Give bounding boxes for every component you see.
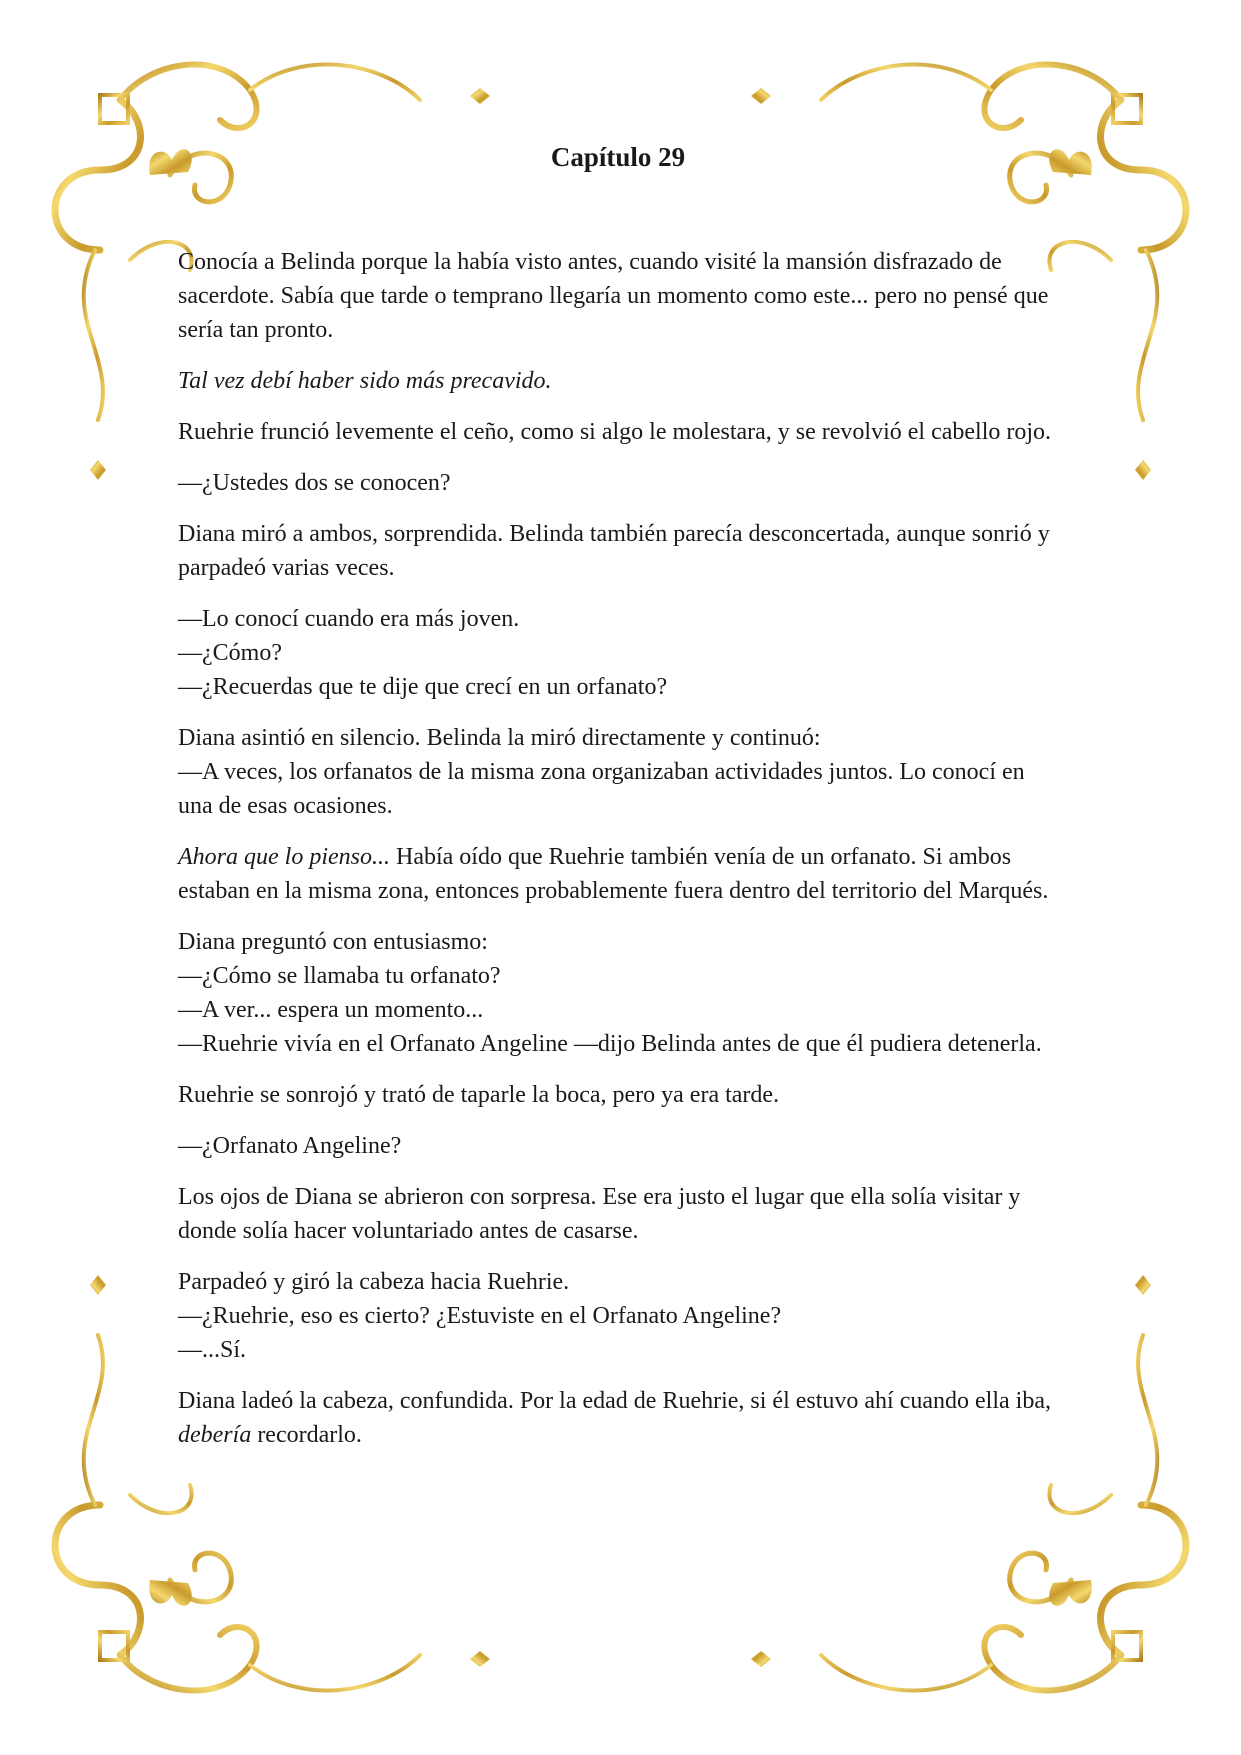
italic-thought: Tal vez debí haber sido más precavido. xyxy=(178,368,552,394)
dialogue-line: —¿Ruehrie, eso es cierto? ¿Estuviste en el Orfanato Angeline? xyxy=(178,1303,782,1329)
narration-line: Parpadeó y giró la cabeza hacia Ruehrie. xyxy=(178,1269,570,1295)
paragraph-11: —¿Orfanato Angeline? xyxy=(178,1133,402,1159)
narration-line: Diana asintió en silencio. Belinda la miró directamente y continuó: xyxy=(178,725,821,751)
paragraph-2 xyxy=(178,364,1058,398)
dialogue-line: —A veces, los orfanatos de la misma zona organizaban actividades juntos. Lo conocí en una de esas ocasiones. xyxy=(178,759,1025,819)
italic-thought: Ahora que lo pienso... xyxy=(178,844,390,870)
paragraph-8 xyxy=(178,840,1058,908)
italic-word: debería xyxy=(178,1422,252,1448)
paragraph-10: Ruehrie se sonrojó y trató de taparle la boca, pero ya era tarde. xyxy=(178,1082,780,1108)
chapter-title: Capítulo 29 xyxy=(550,142,686,172)
narration-line: Diana preguntó con entusiasmo: xyxy=(178,929,488,955)
dialogue-line: —Lo conocí cuando era más joven. xyxy=(178,606,520,632)
paragraph-13 xyxy=(178,1265,1058,1367)
dialogue-line: —...Sí. xyxy=(178,1337,247,1363)
dialogue-line: —Ruehrie vivía en el Orfanato Angeline —dijo Belinda antes de que él pudiera detenerla. xyxy=(178,1031,1042,1057)
dialogue-line: —¿Cómo se llamaba tu orfanato? xyxy=(178,963,501,989)
paragraph-3: Ruehrie frunció levemente el ceño, como si algo le molestara, y se revolvió el cabello rojo. xyxy=(178,419,1052,445)
dialogue-line: —¿Cómo? xyxy=(178,640,282,666)
dialogue-line: —A ver... espera un momento... xyxy=(178,997,484,1023)
narration-text: recordarlo. xyxy=(251,1422,362,1448)
page-content xyxy=(178,142,1058,1469)
narration-text: Diana ladeó la cabeza, confundida. Por la edad de Ruehrie, si él estuvo ahí cuando ella iba, xyxy=(178,1388,1051,1414)
paragraph-9 xyxy=(178,925,1058,1061)
paragraph-1: Conocía a Belinda porque la había visto antes, cuando visité la mansión disfrazado de sacerdote. Sabía que tarde o temprano llegaría un momento como este... pero no pensé que sería tan pronto. xyxy=(178,249,1049,343)
paragraph-6 xyxy=(178,602,1058,704)
paragraph-7 xyxy=(178,721,1058,823)
paragraph-12: Los ojos de Diana se abrieron con sorpresa. Ese era justo el lugar que ella solía visitar y donde solía hacer voluntariado antes de casarse. xyxy=(178,1184,1021,1244)
paragraph-5: Diana miró a ambos, sorprendida. Belinda también parecía desconcertada, aunque sonrió y parpadeó varias veces. xyxy=(178,521,1050,581)
paragraph-14 xyxy=(178,1384,1058,1452)
dialogue-line: —¿Recuerdas que te dije que crecí en un orfanato? xyxy=(178,674,668,700)
paragraph-4: —¿Ustedes dos se conocen? xyxy=(178,470,451,496)
narration-text: Había oído que Ruehrie también venía de un orfanato. Si ambos estaban en la misma zona, entonces probablemente fuera dentro del territorio del Marqués. xyxy=(178,844,1049,904)
